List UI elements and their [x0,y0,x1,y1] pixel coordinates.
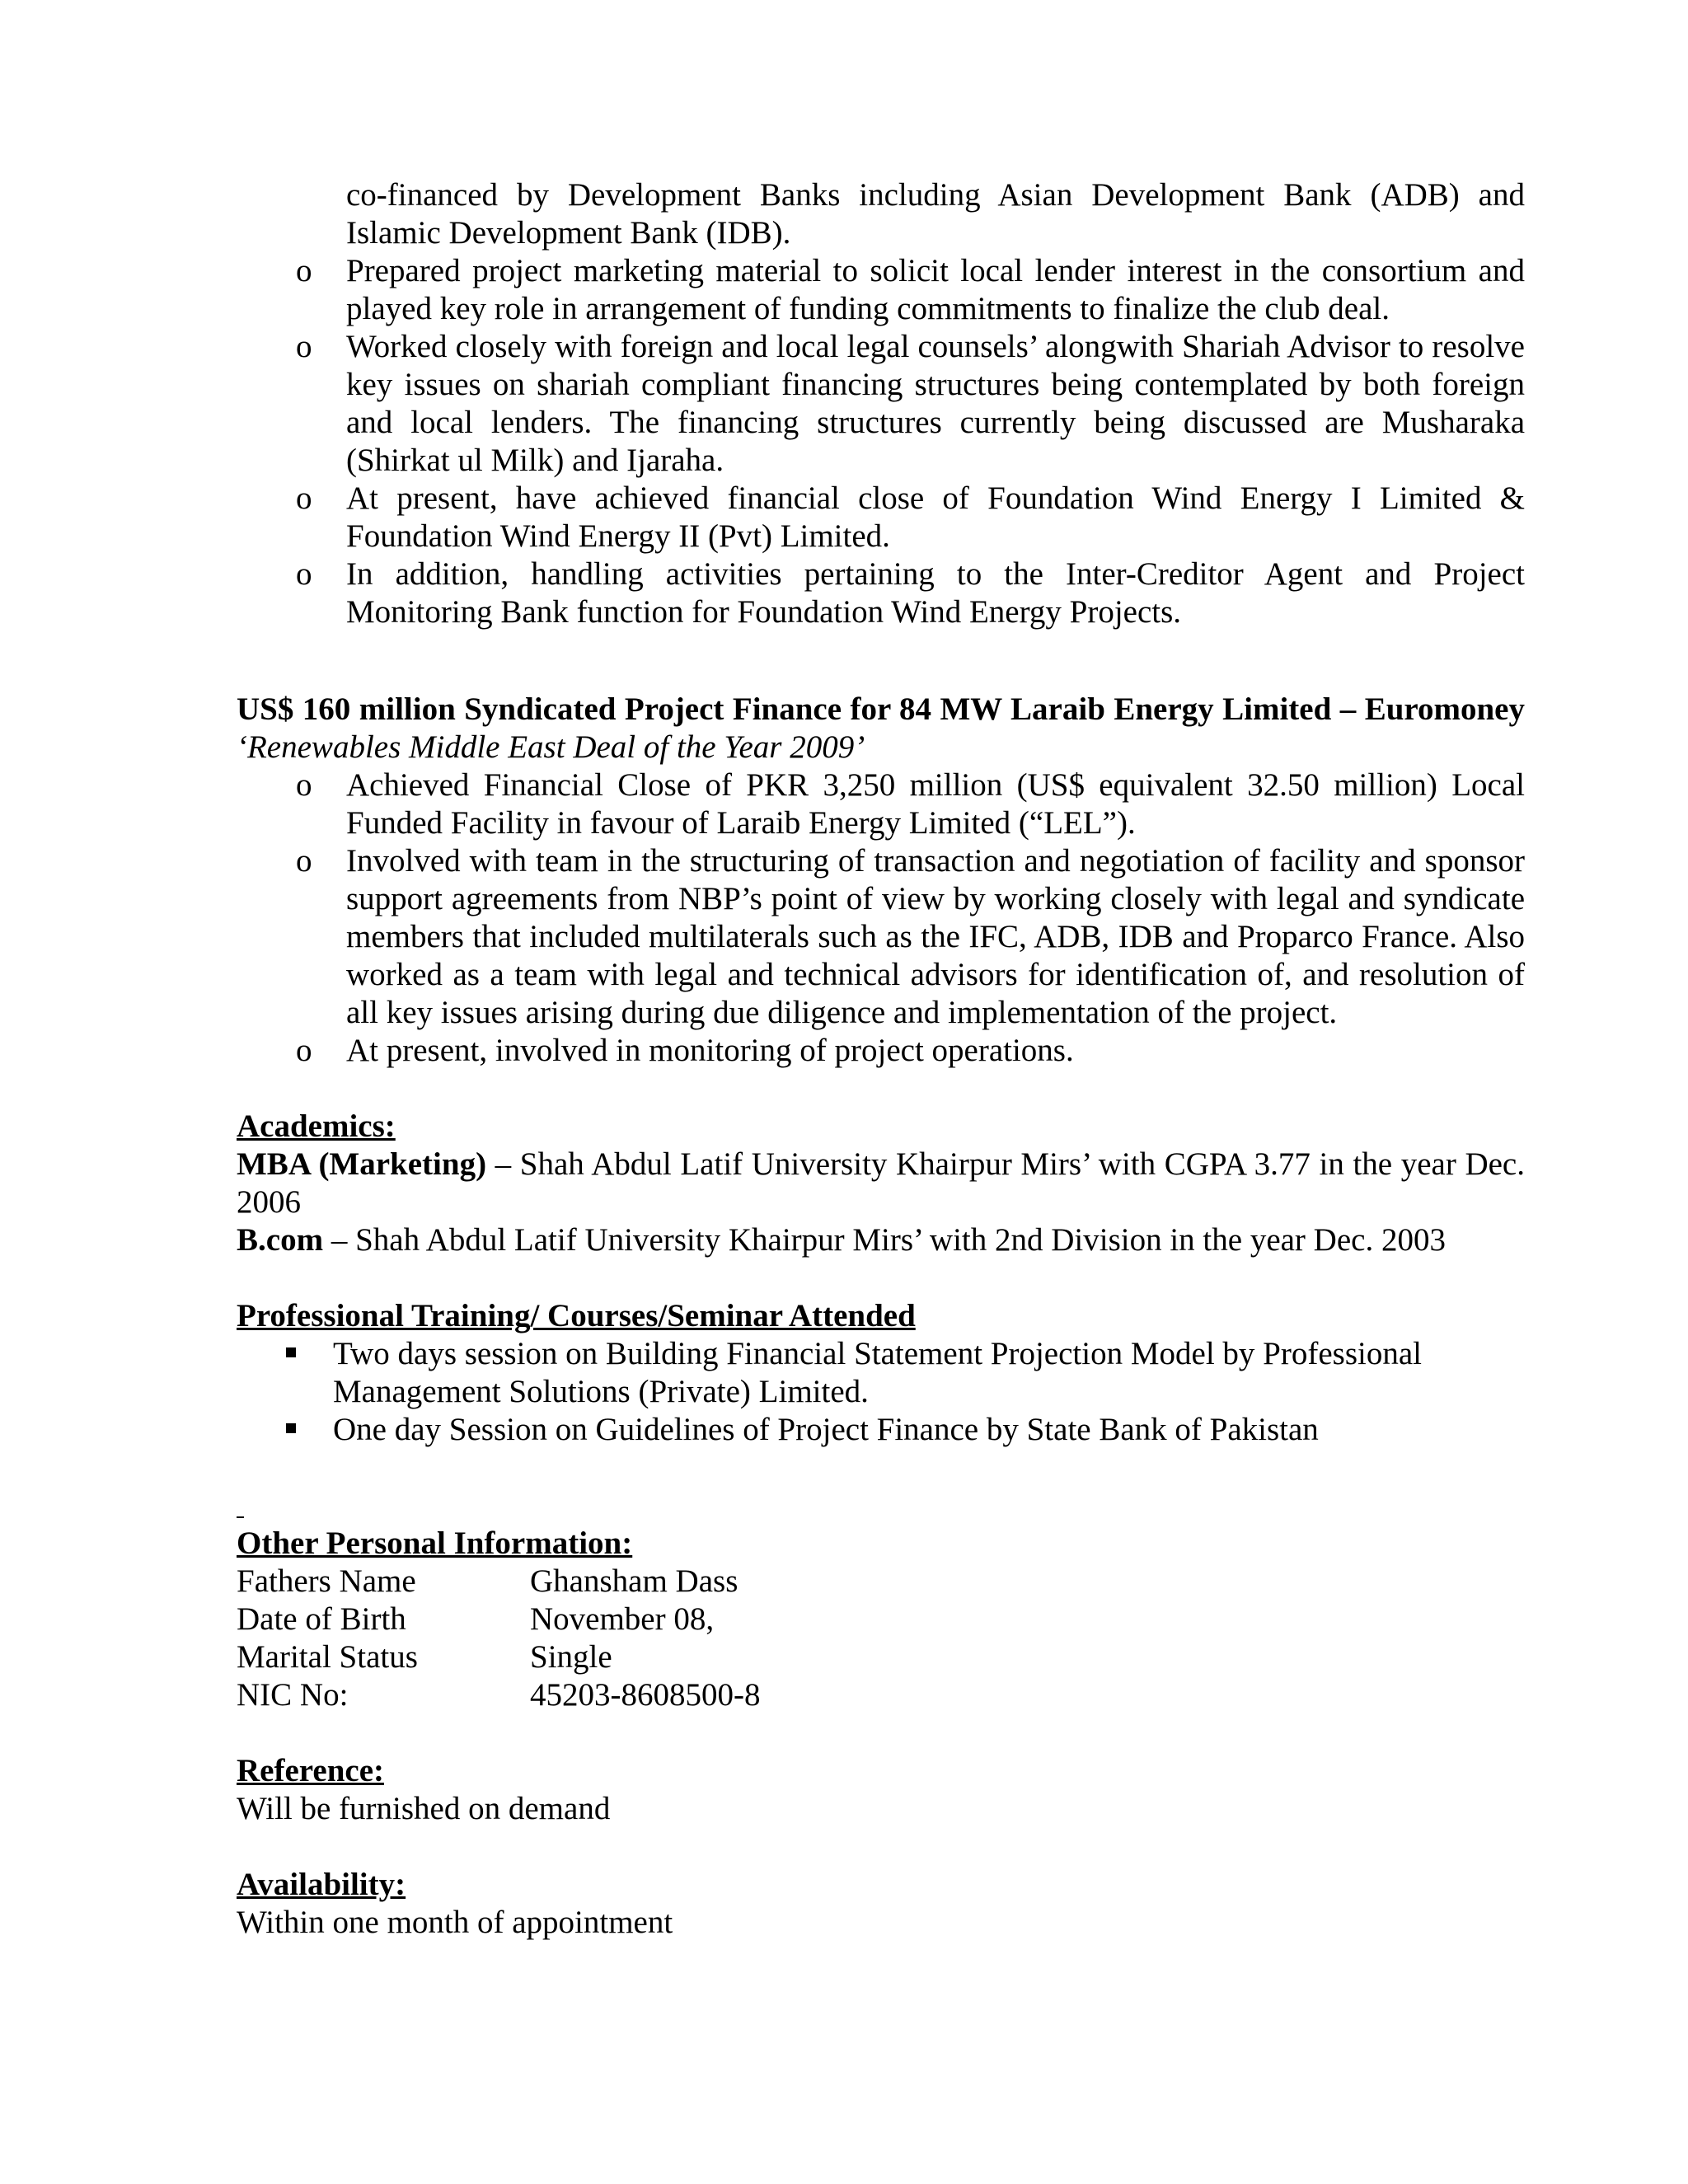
list-item: o Worked closely with foreign and local legal counsels’ alongwith Shariah Advisor to resolve key issues on shariah compliant financing structures being contemplated by both foreign and local lenders. The financing structures currently being discussed are Musharaka (Shirkat ul Milk) and Ijaraha. [296,329,1525,478]
list-item: Two days session on Building Financial Statement Projection Model by Professional Management Solutions (Private) Limited. [237,1335,1525,1411]
reference-heading: Reference: [237,1753,384,1788]
bullet-marker: o [296,843,312,879]
table-row [237,1638,1525,1676]
personal-info-heading: Other Personal Information: [237,1526,633,1561]
project2-bullet-list [237,766,1525,1070]
project2-title-award: ‘Renewables Middle East Deal of the Year 2009’ [237,729,865,765]
field-label: Marital Status [237,1639,418,1675]
academics-entry [237,1146,1525,1221]
degree-detail: – Shah Abdul Latif University Khairpur Mirs’ with 2nd Division in the year Dec. 2003 [323,1222,1446,1258]
availability-heading: Availability: [237,1867,406,1902]
bullet-marker: o [296,329,312,364]
table-row [237,1601,1525,1638]
list-item: o Involved with team in the structuring of transaction and negotiation of facility and sponsor support agreements from NBP’s point of view by working closely with legal and syndicate members that included multilaterals such as the IFC, ADB, IDB and Proparco France. Also worked as a team with legal and technical advisors for identification of, and resolution of all key issues arising during due diligence and implementation of the project. [296,843,1525,1030]
field-value: Single [530,1639,612,1675]
project2-title-bold: US$ 160 million Syndicated Project Finance for 84 MW Laraib Energy Limited – Euromoney [237,691,1525,727]
field-value: Ghansham Dass [530,1563,738,1599]
bullet-marker: o [296,556,312,592]
training-heading: Professional Training/ Courses/Seminar Attended [237,1298,916,1333]
bullet-marker: o [296,1033,312,1068]
degree-detail: – Shah Abdul Latif University Khairpur Mirs’ with CGPA 3.77 in the year Dec. 2006 [237,1146,1525,1220]
project2-title [237,691,1525,766]
field-label: Date of Birth [237,1601,406,1637]
square-bullet-icon [286,1347,296,1357]
field-value: 45203-8608500-8 [530,1677,761,1713]
availability-text: Within one month of appointment [237,1905,673,1940]
bullet-marker: o [296,253,312,288]
field-label: Fathers Name [237,1563,416,1599]
academics-heading: Academics: [237,1108,396,1144]
list-item: One day Session on Guidelines of Project Finance by State Bank of Pakistan [237,1411,1525,1449]
bullet-marker: o [296,767,312,803]
list-item: o Prepared project marketing material to solicit local lender interest in the consortium and played key role in arrangement of funding commitments to finalize the club deal. [296,253,1525,326]
resume-page [237,176,1525,1942]
table-row [237,1563,1525,1601]
training-list [237,1335,1525,1449]
divider [237,1516,244,1518]
field-label: NIC No: [237,1677,349,1713]
list-item: o In addition, handling activities pertaining to the Inter-Creditor Agent and Project Monitoring Bank function for Foundation Wind Energy Projects. [296,556,1525,630]
stray-mark [237,1497,1525,1525]
table-row [237,1676,1525,1714]
square-bullet-icon [286,1423,296,1433]
reference-text: Will be furnished on demand [237,1791,611,1826]
field-value: November 08, [530,1601,715,1637]
intro-continuation: co-financed by Development Banks including Asian Development Bank (ADB) and Islamic Development Bank (IDB). [346,177,1525,251]
project1-bullet-list [237,252,1525,631]
list-item: o At present, have achieved financial close of Foundation Wind Energy I Limited & Foundation Wind Energy II (Pvt) Limited. [296,480,1525,554]
list-item: o Achieved Financial Close of PKR 3,250 million (US$ equivalent 32.50 million) Local Funded Facility in favour of Laraib Energy Limited (“LEL”). [296,767,1525,841]
degree-name: B.com [237,1222,324,1258]
bullet-marker: o [296,480,312,516]
academics-entry [237,1221,1525,1259]
degree-name: MBA (Marketing) [237,1146,487,1182]
list-item: o At present, involved in monitoring of project operations. [296,1033,1074,1068]
personal-info-table [237,1563,1525,1714]
